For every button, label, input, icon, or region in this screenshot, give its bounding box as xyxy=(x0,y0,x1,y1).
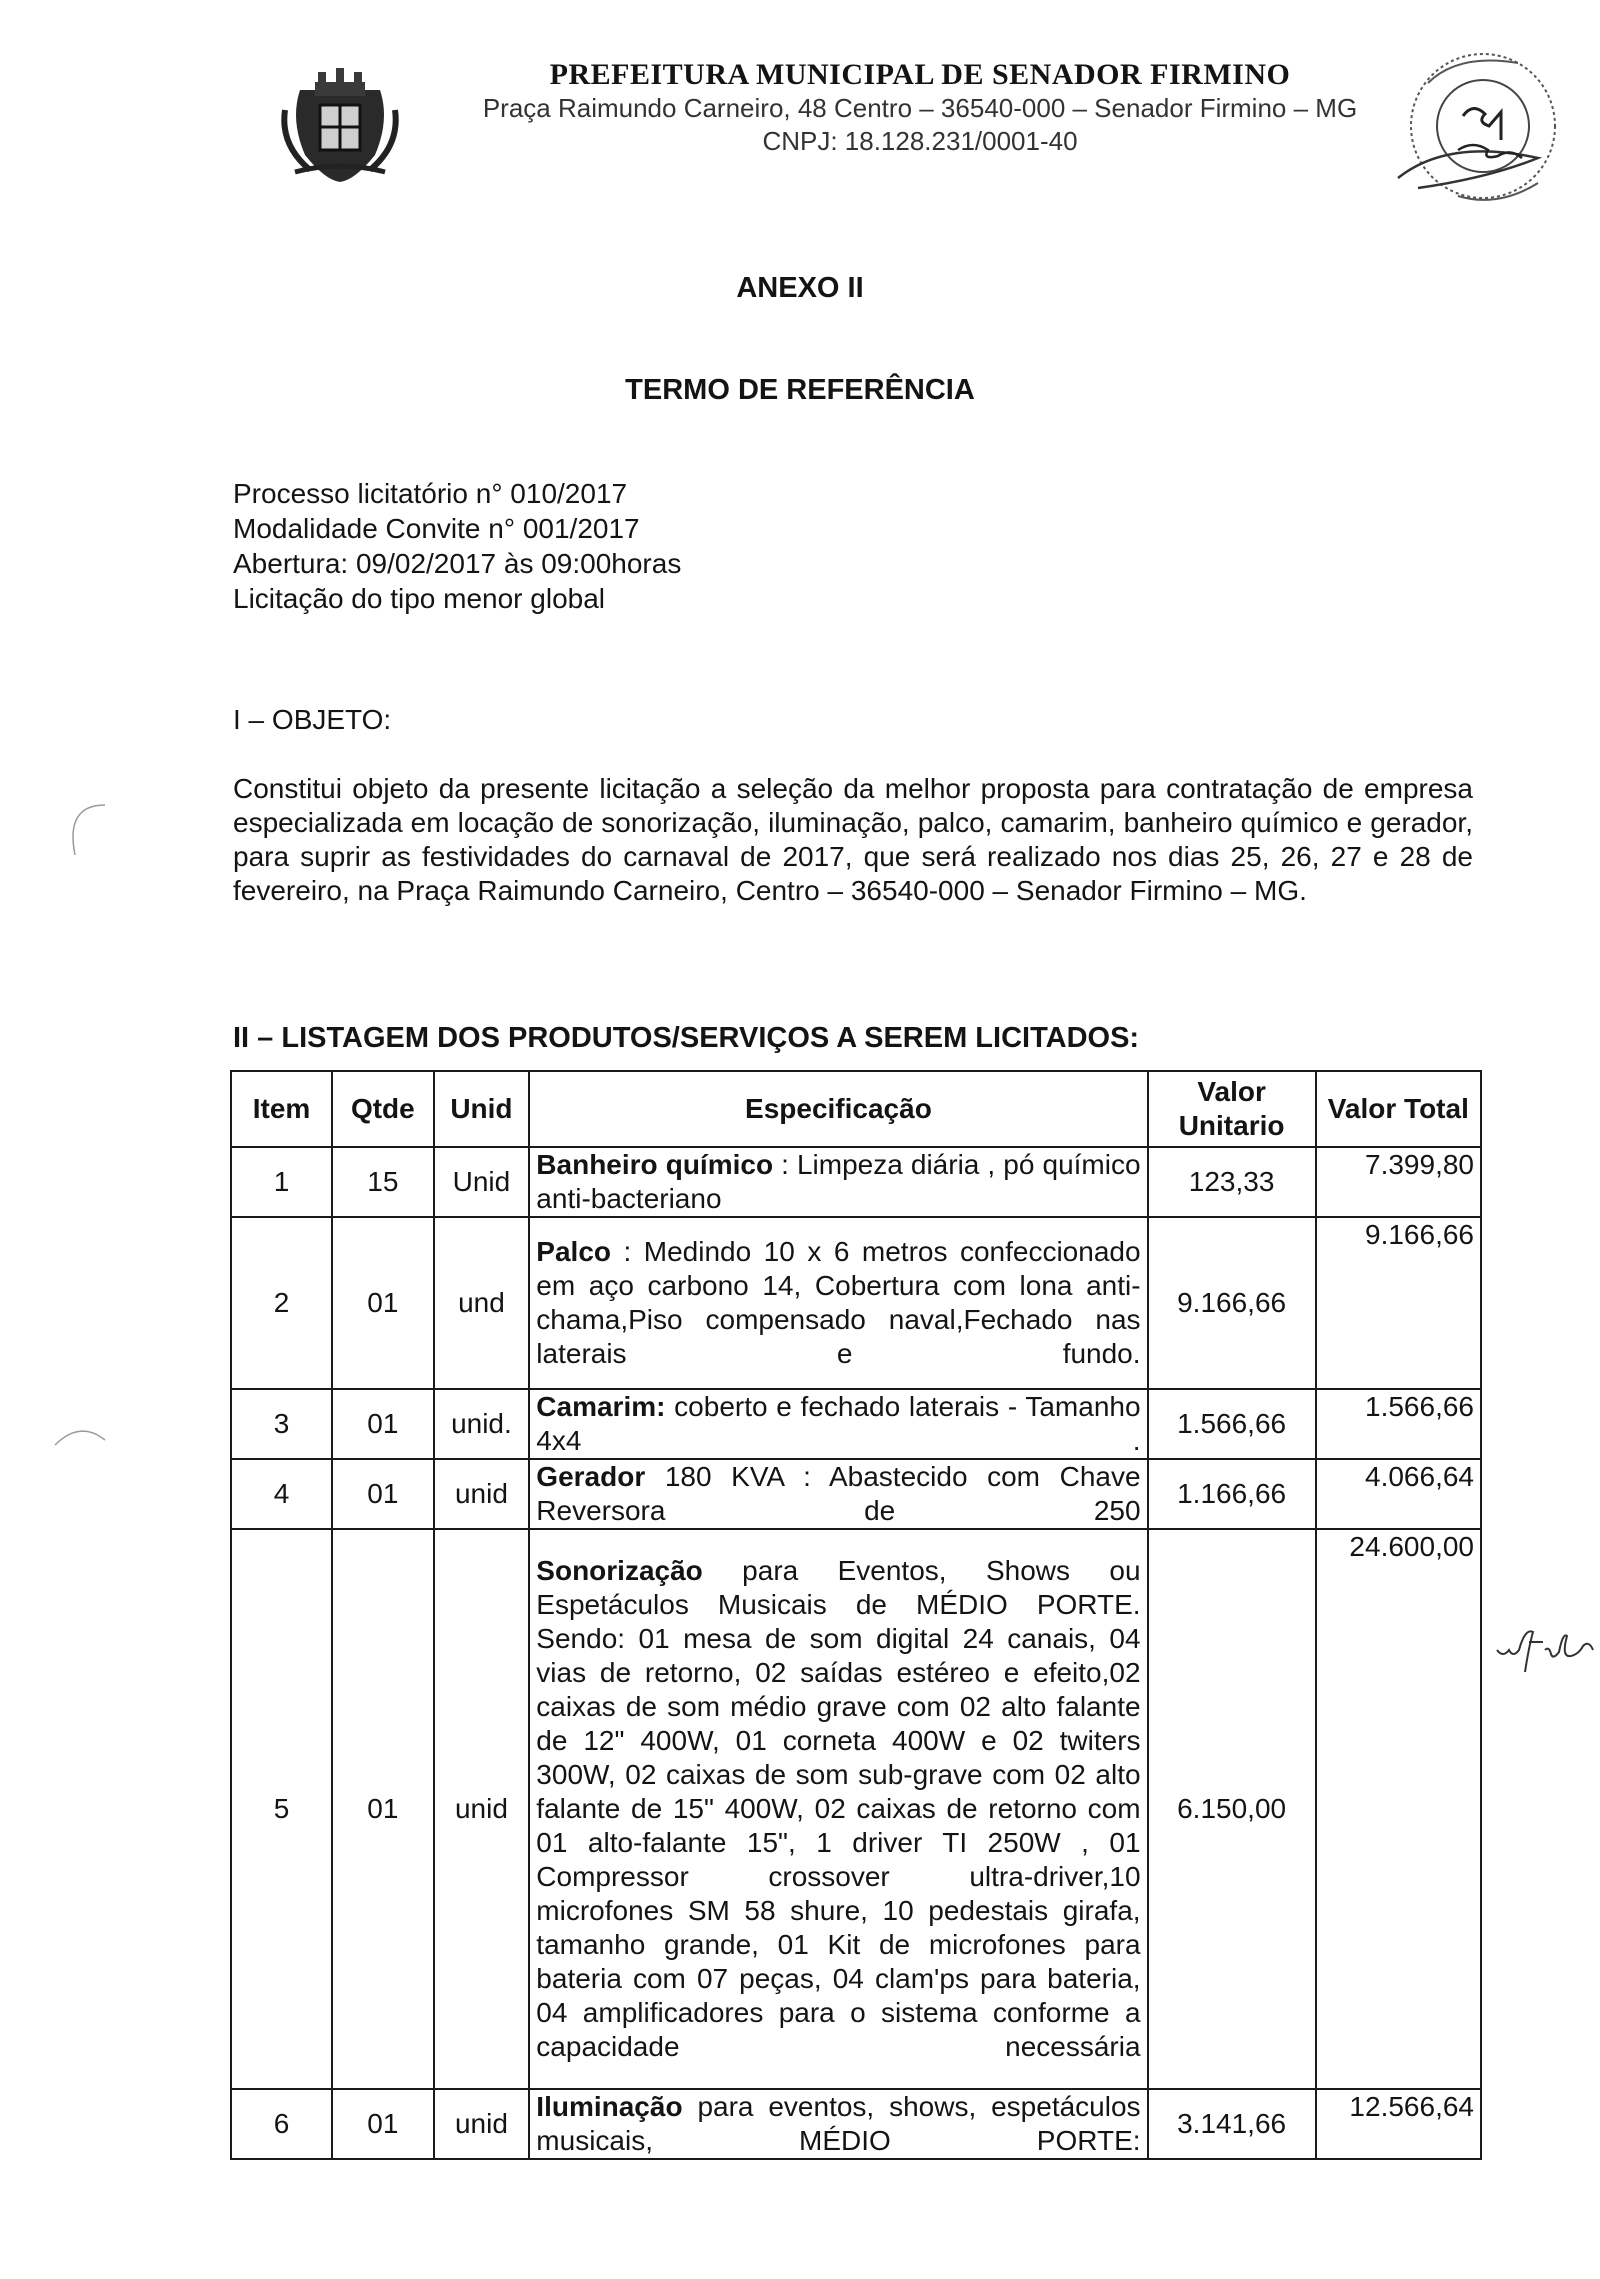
handwritten-signature xyxy=(1495,1620,1600,1680)
municipal-crest-logo xyxy=(280,60,400,185)
header-especificacao: Especificação xyxy=(529,1071,1147,1147)
row-spec-text: : Medindo 10 x 6 metros confeccionado em aço carbono 14, Cobertura com lona anti-chama,Piso compensado naval,Fechado nas laterais e fundo. xyxy=(536,1236,1141,1369)
table-row xyxy=(231,1147,1481,1217)
row-spec-label: Palco xyxy=(536,1236,611,1267)
row-valor-total: 7.399,80 xyxy=(1316,1147,1481,1217)
items-table xyxy=(230,1070,1482,2160)
row-spec-text: : Limpeza diária , pó químico anti-bacteriano xyxy=(536,1149,1141,1214)
municipality-cnpj: CNPJ: 18.128.231/0001-40 xyxy=(762,126,1078,156)
row-valor-unitario: 6.150,00 xyxy=(1148,1529,1316,2089)
row-valor-total: 24.600,00 xyxy=(1316,1529,1481,2089)
table-header-row xyxy=(231,1071,1481,1147)
row-spec-text: coberto e fechado laterais - Tamanho 4x4 . xyxy=(536,1391,1141,1456)
opening-date: Abertura: 09/02/2017 às 09:00horas xyxy=(233,548,682,579)
table-row xyxy=(231,1217,1481,1389)
row-item: 1 xyxy=(231,1147,332,1217)
row-unid: und xyxy=(434,1217,530,1389)
row-valor-unitario: 9.166,66 xyxy=(1148,1217,1316,1389)
row-item: 2 xyxy=(231,1217,332,1389)
row-spec-label: Gerador xyxy=(536,1461,646,1492)
municipality-name: PREFEITURA MUNICIPAL DE SENADOR FIRMINO xyxy=(549,58,1291,91)
row-valor-total: 1.566,66 xyxy=(1316,1389,1481,1459)
margin-mark xyxy=(55,800,115,860)
row-unid: unid xyxy=(434,2089,530,2159)
row-unid: unid. xyxy=(434,1389,530,1459)
row-qtde: 01 xyxy=(332,1529,433,2089)
row-valor-unitario: 1.166,66 xyxy=(1148,1459,1316,1529)
table-row xyxy=(231,1529,1481,2089)
row-valor-unitario: 1.566,66 xyxy=(1148,1389,1316,1459)
row-especificacao xyxy=(529,1147,1147,1217)
row-spec-text: para Eventos, Shows ou Espetáculos Musicais de MÉDIO PORTE. Sendo: 01 mesa de som digital 24 canais, 04 vias de retorno, 02 saídas estéreo e efeito,02 caixas de som médio grave com 02 alto falante de 12" 400W, 01 corneta 400W e 02 twiters 300W, 02 caixas de som sub-grave com 02 alto falante de 15" 400W, 02 caixas de retorno com 01 alto-falante 15", 1 driver TI 250W , 01 Compressor crossover ultra-driver,10 microfones SM 58 shure, 10 pedestais girafa, tamanho grande, 01 Kit de microfones para bateria com 07 peças, 04 clam'ps para bateria, 04 amplificadores para o sistema conforme a capacidade necessária xyxy=(536,1555,1141,2062)
row-especificacao xyxy=(529,1217,1147,1389)
process-info xyxy=(233,476,681,616)
row-spec-label: Camarim: xyxy=(536,1391,666,1422)
row-especificacao xyxy=(529,1529,1147,2089)
header-unid: Unid xyxy=(434,1071,530,1147)
row-qtde: 01 xyxy=(332,1217,433,1389)
row-item: 6 xyxy=(231,2089,332,2159)
bid-type: Licitação do tipo menor global xyxy=(233,583,606,614)
row-qtde: 01 xyxy=(332,2089,433,2159)
row-valor-unitario: 3.141,66 xyxy=(1148,2089,1316,2159)
row-especificacao xyxy=(529,2089,1147,2159)
row-spec-label: Banheiro químico xyxy=(536,1149,774,1180)
row-valor-total: 12.566,64 xyxy=(1316,2089,1481,2159)
header-item: Item xyxy=(231,1071,332,1147)
row-unid: unid xyxy=(434,1459,530,1529)
row-valor-total: 9.166,66 xyxy=(1316,1217,1481,1389)
document-title: TERMO DE REFERÊNCIA xyxy=(625,374,975,406)
row-unid: unid xyxy=(434,1529,530,2089)
row-qtde: 01 xyxy=(332,1389,433,1459)
row-valor-unitario: 123,33 xyxy=(1148,1147,1316,1217)
row-qtde: 15 xyxy=(332,1147,433,1217)
row-spec-label: Iluminação xyxy=(536,2091,683,2122)
header-valor-total: Valor Total xyxy=(1316,1071,1481,1147)
table-row xyxy=(231,1459,1481,1529)
row-qtde: 01 xyxy=(332,1459,433,1529)
section-objeto-text: Constitui objeto da presente licitação a seleção da melhor proposta para contratação de empresa especializada em locação de sonorização, iluminação, palco, camarim, banheiro químico e gerador, para suprir as festividades do carnaval de 2017, que será realizado nos dias 25, 26, 27 e 28 de fevereiro, na Praça Raimundo Carneiro, Centro – 36540-000 – Senador Firmino – MG. xyxy=(233,773,1473,906)
table-row xyxy=(231,2089,1481,2159)
row-item: 4 xyxy=(231,1459,332,1529)
margin-mark xyxy=(50,1415,110,1475)
row-valor-total: 4.066,64 xyxy=(1316,1459,1481,1529)
header-valor-unitario: Valor Unitario xyxy=(1148,1071,1316,1147)
table-row xyxy=(231,1389,1481,1459)
row-spec-text: para eventos, shows, espetáculos musicais, MÉDIO PORTE: xyxy=(536,2091,1141,2156)
row-spec-text: 180 KVA : Abastecido com Chave Reversora de 250 xyxy=(536,1461,1141,1526)
modality: Modalidade Convite n° 001/2017 xyxy=(233,513,640,544)
process-number: Processo licitatório n° 010/2017 xyxy=(233,478,628,509)
row-spec-label: Sonorização xyxy=(536,1555,703,1586)
commission-stamp xyxy=(1388,38,1568,218)
row-especificacao xyxy=(529,1389,1147,1459)
section-listagem-heading: II – LISTAGEM DOS PRODUTOS/SERVIÇOS A SEREM LICITADOS: xyxy=(233,1022,1140,1054)
municipality-address: Praça Raimundo Carneiro, 48 Centro – 36540-000 – Senador Firmino – MG xyxy=(482,93,1358,123)
section-objeto-heading: I – OBJETO: xyxy=(233,704,392,735)
annex-title: ANEXO II xyxy=(736,272,864,304)
row-item: 3 xyxy=(231,1389,332,1459)
letterhead xyxy=(420,58,1420,158)
row-item: 5 xyxy=(231,1529,332,2089)
row-especificacao xyxy=(529,1459,1147,1529)
header-qtde: Qtde xyxy=(332,1071,433,1147)
row-unid: Unid xyxy=(434,1147,530,1217)
